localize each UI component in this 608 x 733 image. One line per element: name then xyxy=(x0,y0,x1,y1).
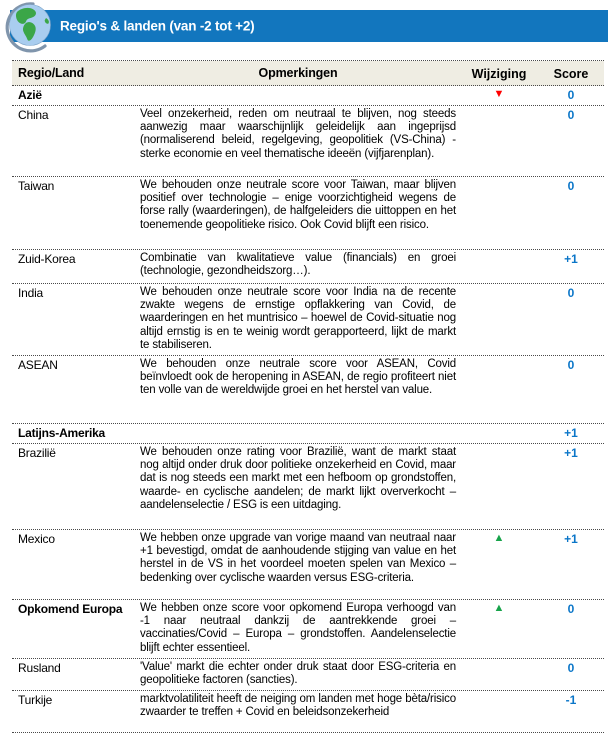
region-score: 0 xyxy=(567,179,575,193)
region-comment: 'Value' markt die echter onder druk staat door ESG-criteria en geopolitieke factoren (sancties). xyxy=(140,660,456,687)
column-header-score: Score xyxy=(553,67,589,81)
section-title: Regio's & landen (van -2 tot +2) xyxy=(60,18,255,34)
region-name: ASEAN xyxy=(18,358,58,373)
table-row xyxy=(12,284,604,356)
region-score: 0 xyxy=(567,108,575,122)
table-row xyxy=(12,424,604,444)
change-indicator xyxy=(460,177,538,249)
column-header-regio-land: Regio/Land xyxy=(18,65,85,80)
region-comment: We hebben onze upgrade van vorige maand van neutraal naar +1 bevestigd, omdat de aanhoudende stijging van value en het herstel in de VS in het voordeel moeten spelen van Mexico – bedenking over cyclische waarden versus ESG-criteria. xyxy=(140,532,456,584)
region-score: 0 xyxy=(567,602,575,617)
section-banner xyxy=(10,10,608,42)
region-name: Zuid-Korea xyxy=(18,252,76,266)
change-indicator xyxy=(460,284,538,355)
region-score: -1 xyxy=(565,693,577,708)
table-row xyxy=(12,600,604,659)
region-name: Turkije xyxy=(18,693,53,708)
up-triangle-icon: ▲ xyxy=(493,532,505,545)
region-comment: Veel onzekerheid, reden om neutraal te blijven, nog steeds aanwezig maar waarschijnlijk geleidelijk aan ingeprijsd (normaliserend beleid, regelgeving, geopolitiek (VS-China) - sterke economie en veel thematische ideeën (vijfjarenplan). xyxy=(140,108,456,160)
region-comment: Combinatie van kwalitatieve value (financials) en groei (technologie, gezondheidszorg…). xyxy=(140,252,456,278)
region-name: Mexico xyxy=(18,532,55,547)
table-row xyxy=(12,106,604,177)
region-name: Latijns-Amerika xyxy=(18,426,106,441)
table-row xyxy=(12,530,604,600)
table-row xyxy=(12,177,604,250)
globe-icon xyxy=(3,1,55,56)
region-comment xyxy=(140,424,460,443)
region-comment: marktvolatiliteit heeft de neiging om landen met hoge bèta/risico zwaarder te treffen + Covid en beleidsonzekerheid xyxy=(140,693,456,719)
region-comment xyxy=(140,86,460,105)
region-name: Rusland xyxy=(18,660,61,675)
region-score: 0 xyxy=(567,660,575,675)
region-score: +1 xyxy=(564,252,578,266)
table-row xyxy=(12,356,604,424)
region-name: India xyxy=(18,286,44,300)
column-header-opmerkingen: Opmerkingen xyxy=(258,65,338,80)
region-comment: We hebben onze score voor opkomend Europa verhoogd van -1 naar neutraal dankzij de aantrekkende groei – vaccinaties/Covid – Europa – grondstoffen. Aandelenselectie blijft echter essentieel. xyxy=(140,602,456,654)
region-name: China xyxy=(18,108,49,122)
down-triangle-icon: ▼ xyxy=(493,88,505,100)
region-name: Azië xyxy=(18,88,42,102)
region-score: 0 xyxy=(567,358,575,373)
region-score: +1 xyxy=(564,446,578,461)
table-body xyxy=(12,86,604,733)
region-name: Brazilië xyxy=(18,446,56,461)
region-comment: We behouden onze neutrale score voor Taiwan, maar blijven positief over technologie – enige voorzichtigheid wegens de forse rally (waarderingen), de halfgeleiders die uittoppen en het toenemende geopolitieke risico. Ook Covid blijft een risico. xyxy=(140,179,456,231)
change-indicator xyxy=(460,356,538,423)
change-indicator xyxy=(460,444,538,529)
change-indicator xyxy=(460,691,538,732)
region-score: 0 xyxy=(567,88,575,102)
regions-table xyxy=(12,60,604,733)
up-triangle-icon: ▲ xyxy=(493,602,505,615)
region-name: Taiwan xyxy=(18,179,55,193)
region-name: Opkomend Europa xyxy=(18,602,123,617)
table-header-row xyxy=(12,61,604,86)
change-indicator xyxy=(460,424,538,443)
change-indicator xyxy=(460,250,538,283)
region-score: +1 xyxy=(564,426,578,441)
column-header-wijziging: Wijziging xyxy=(471,66,527,81)
table-row xyxy=(12,691,604,733)
table-row xyxy=(12,250,604,284)
table-row xyxy=(12,659,604,691)
change-indicator xyxy=(460,106,538,176)
region-comment: We behouden onze neutrale score voor India na de recente zwakte wegens de ernstige opflakkering van Covid, de waarderingen en het muntrisico – hoewel de Covid-situatie nog altijd ernstig is en te weinig wordt gerapporteerd, lijkt de markt te stabiliseren. xyxy=(140,286,456,351)
region-score: +1 xyxy=(564,532,578,547)
table-row xyxy=(12,86,604,106)
region-score: 0 xyxy=(567,286,575,300)
change-indicator xyxy=(460,659,538,690)
table-row xyxy=(12,444,604,530)
region-comment: We behouden onze neutrale score voor ASEAN, Covid beïnvloedt ook de heropening in ASEAN, de regio profiteert niet ten volle van de wereldwijde groei en het herstel van value. xyxy=(140,358,456,397)
region-comment: We behouden onze rating voor Brazilië, want de markt staat nog altijd onder druk door politieke onzekerheid en Covid, maar dat is nog steeds een markt met een hefboom op grondstoffen, waarde- en cyclische aandelen; de markt lijkt oververkocht – aandelenselectie / ESG is een uitdaging. xyxy=(140,446,456,511)
